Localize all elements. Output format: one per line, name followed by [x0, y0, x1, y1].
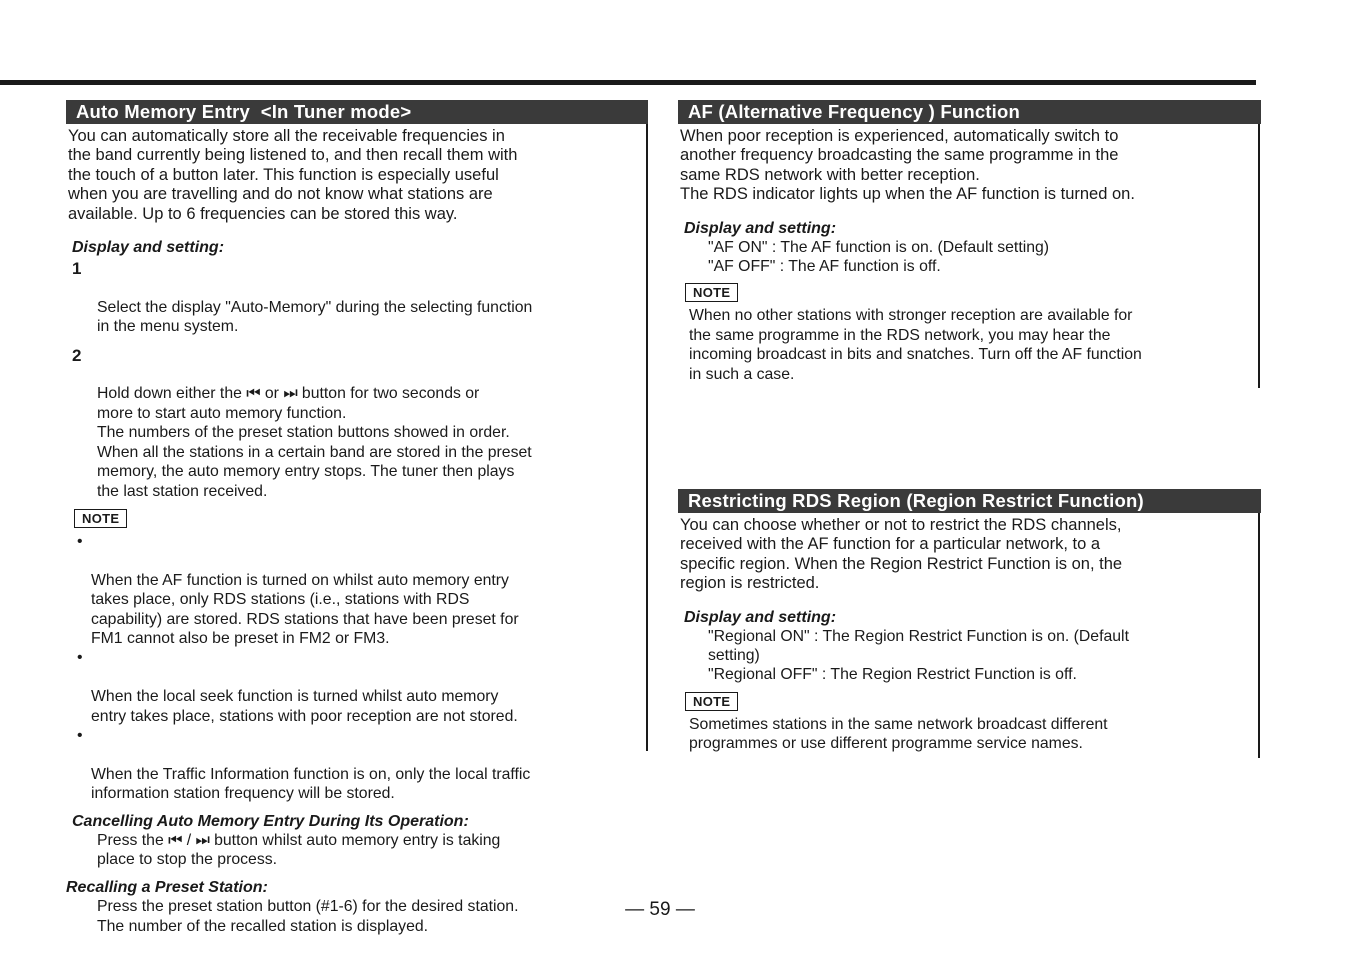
auto-memory-step-2	[66, 346, 648, 501]
step-number: 2	[72, 345, 82, 365]
bullet-icon: •	[77, 649, 83, 667]
step-text: Select the display "Auto-Memory" during the selecting function in the menu system.	[97, 298, 533, 336]
note-bullet-item: • When the local seek function is turned whilst auto memory entry takes place, stations with poor reception are not stored.	[77, 649, 518, 725]
step-number: 1	[72, 259, 82, 279]
auto-memory-intro: You can automatically store all the receivable frequencies in the band currently being listened to, and then recall them with the touch of a button later. This function is especially useful when you are travelling and do not know what stations are available. Up to 6 frequencies can be stored this way.	[68, 127, 518, 223]
region-settings: "Regional ON" : The Region Restrict Function is on. (Default setting) "Regional OFF" : The Region Restrict Function is off.	[708, 627, 1129, 684]
bullet-icon: •	[77, 532, 83, 550]
bullet-icon: •	[77, 726, 83, 744]
af-section	[678, 100, 1261, 384]
note-bullet-item: • When the AF function is turned on whilst auto memory entry takes place, only RDS stations (i.e., stations with RDS capability) are stored. RDS stations that have been preset for FM1 cannot also be preset in FM2 or FM3.	[77, 532, 519, 647]
note-label: NOTE	[74, 509, 127, 528]
af-display-heading: Display and setting:	[684, 219, 837, 237]
region-note-text: Sometimes stations in the same network broadcast different programmes or use different programme service names.	[689, 715, 1108, 753]
af-settings: "AF ON" : The AF function is on. (Default setting) "AF OFF" : The AF function is off.	[708, 238, 1050, 276]
note-bullet-item: • When the Traffic Information function is on, only the local traffic information station frequency will be stored.	[77, 726, 531, 803]
note-label: NOTE	[685, 283, 738, 302]
auto-memory-display-heading: Display and setting:	[72, 239, 225, 257]
auto-memory-title: Auto Memory Entry <In Tuner mode>	[66, 100, 648, 124]
af-title: AF (Alternative Frequency ) Function	[678, 100, 1261, 124]
step-text: Hold down either the ⏮ or ⏭ button for two seconds or more to start auto memory function. The numbers of the preset station buttons showed in order. When all the stations in a certain band are stored in the preset memory, the auto memory entry stops. The tuner then plays the last station received.	[97, 385, 532, 500]
auto-memory-notes	[66, 532, 648, 804]
note-label: NOTE	[685, 692, 738, 711]
top-rule	[0, 80, 1256, 85]
auto-memory-section	[66, 100, 648, 936]
cancel-heading: Cancelling Auto Memory Entry During Its Operation:	[72, 812, 469, 830]
region-intro: You can choose whether or not to restrict the RDS channels, received with the AF function for a particular network, to a specific region. When the Region Restrict Function is on, the region is restricted.	[680, 516, 1123, 593]
auto-memory-step-1	[66, 259, 648, 337]
region-section	[678, 489, 1261, 754]
af-note-text: When no other stations with stronger reception are available for the same programme in the RDS network, you may hear the incoming broadcast in bits and snatches. Turn off the AF function in such a case.	[689, 307, 1142, 383]
af-intro: When poor reception is experienced, automatically switch to another frequency broadcasting the same programme in the same RDS network with better reception. The RDS indicator lights up when the AF function is turned on.	[680, 127, 1135, 204]
page-number: — 59 —	[625, 899, 695, 920]
region-display-heading: Display and setting:	[684, 608, 837, 626]
cancel-text: Press the ⏮ / ⏭ button whilst auto memory entry is taking place to stop the process.	[97, 831, 501, 868]
recall-text: Press the preset station button (#1-6) for the desired station. The number of the recalled station is displayed.	[97, 898, 519, 935]
recall-heading: Recalling a Preset Station:	[66, 879, 268, 897]
region-title: Restricting RDS Region (Region Restrict Function)	[678, 489, 1261, 513]
